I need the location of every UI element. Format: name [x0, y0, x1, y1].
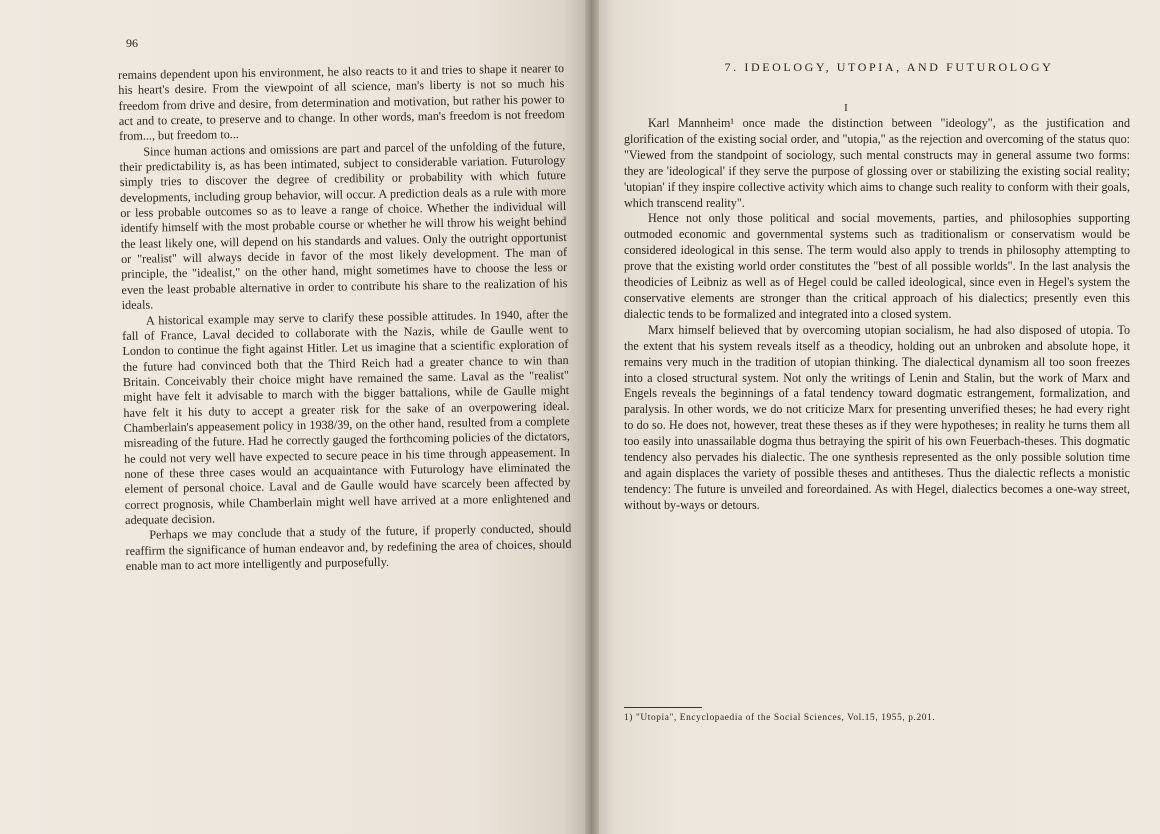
right-page-body: [624, 116, 1130, 514]
left-page-body: [118, 61, 572, 574]
paragraph: Marx himself believed that by overcoming utopian socialism, he had also disposed of utopia. To the extent that his system reveals itself as a theodicy, holding out an unbroken and absolute hope, it remains very much in the tradition of utopian thinking. The dialectical dynamism all too soon freezes into a closed structural system. Not only the writings of Lenin and Stalin, but the work of Marx and Engels reveals the beginnings of a fatal tendency toward dogmatic estrangement, formalization, and paralysis. In other words, we do not criticize Marx for presenting unverified theses; he had every right to do so. He does not, however, treat these theses as if they were hypotheses; in reality he turns them all too easily into unassailable dogma thus betraying the spirit of his own Feuerbach-theses. This dogmatic tendency also pervades his dialectic. The one synthesis represented as the only possible solution time and again displaces the variety of possible theses and antitheses. Thus the dialectic reflects a monistic tendency: The future is unveiled and foreordained. As with Hegel, dialectics becomes a one-way street, without by-ways or detours.: [624, 322, 1130, 512]
paragraph: Since human actions and omissions are part and parcel of the unfolding of the future, their predictability is, as has been intimated, subject to considerable variation. Futurology simply tries to discover the degree of credibility or probability with which future developments, including group behavior, will occur. A prediction deals as a rule with more or less probable outcomes so as to leave a range of choice. Whether the individual will identify himself with the most probable course or whether he will throw his weight behind the least likely one, will depend on his standards and values. Only the outright opportunist or "realist" will always decide in favor of the most likely development. The man of principle, the "idealist," on the other hand, might sometimes have to choose the less or even the least probable alternative in order to contribute his share to the realization of his ideals.: [119, 137, 568, 313]
footnote-divider: [624, 707, 702, 708]
section-numeral: I: [844, 102, 848, 114]
right-page: [592, 0, 1160, 834]
paragraph: A historical example may serve to clarify these possible attitudes. In 1940, after the fall of France, Laval decided to collaborate with the Nazis, while de Gaulle went to London to continue the fight against Hitler. Let us imagine that a scientific exploration of the future had convinced both that the Third Reich had a greater chance to win than Britain. Conceivably their choice might have remained the same. Laval as the "realist" might have felt it advisable to march with the bigger battalions, while de Gaulle might have felt it his duty to accept a greater risk for the sake of an overpowering ideal. Chamberlain's appeasement policy in 1938/39, on the other hand, resulted from a complete misreading of the future. Had he correctly gauged the forthcoming policies of the dictators, he could not very well have expected to secure peace in his time through appeasement. In none of these three cases would an acquaintance with Futurology have eliminated the element of personal choice. Laval and de Gaulle would have scarcely been affected by correct prognosis, while Chamberlain might well have arrived at a more enlightened and adequate decision.: [122, 306, 571, 527]
page-number: 96: [126, 36, 138, 50]
paragraph: Karl Mannheim¹ once made the distinction between "ideology", as the justification and glorification of the existing social order, and "utopia," as the rejection and overcoming of the status quo: "Viewed from the standpoint of sociology, such mental constructs may in general assume two forms: they are 'ideological' if they serve the purpose of glossing over or stabilizing the existing social reality; 'utopian' if they inspire collective activity which aims to change such reality to conform with their goals, which transcend reality".: [624, 116, 1130, 210]
paragraph: remains dependent upon his environment, he also reacts to it and tries to shape it nearer to his heart's desire. From the viewpoint of all science, man's liberty is not so much his freedom from drive and desire, from determination and motivation, but rather his power to act and to create, to preserve and to change. In other words, man's freedom is not freedom from..., but freedom to...: [118, 60, 565, 144]
paragraph: Hence not only those political and social movements, parties, and philosophies supporting outmoded economic and governmental systems such as traditionalism or conservatism would be considered ideological in this sense. The term would also apply to trends in philosophy attempting to prove that the existing world order constitutes the "best of all possible worlds". In the last analysis the theodicies of Leibniz as well as of Hegel could be called ideological, since even in Hegel's system the conservative elements are stronger than the critical approach of his dialectics; presently even this dialectic tends to be formalized and integrated into a closed system.: [624, 211, 1130, 321]
paragraph: Perhaps we may conclude that a study of the future, if properly conducted, should reaffirm the significance of human endeavor and, by redefining the area of choices, should enable man to act more intelligently and purposefully.: [125, 521, 572, 573]
chapter-title: 7. IDEOLOGY, UTOPIA, AND FUTUROLOGY: [724, 60, 1054, 74]
footnote: 1) "Utopia", Encyclopaedia of the Social Sciences, Vol.15, 1955, p.201.: [624, 713, 936, 723]
book-gutter: [585, 0, 599, 834]
